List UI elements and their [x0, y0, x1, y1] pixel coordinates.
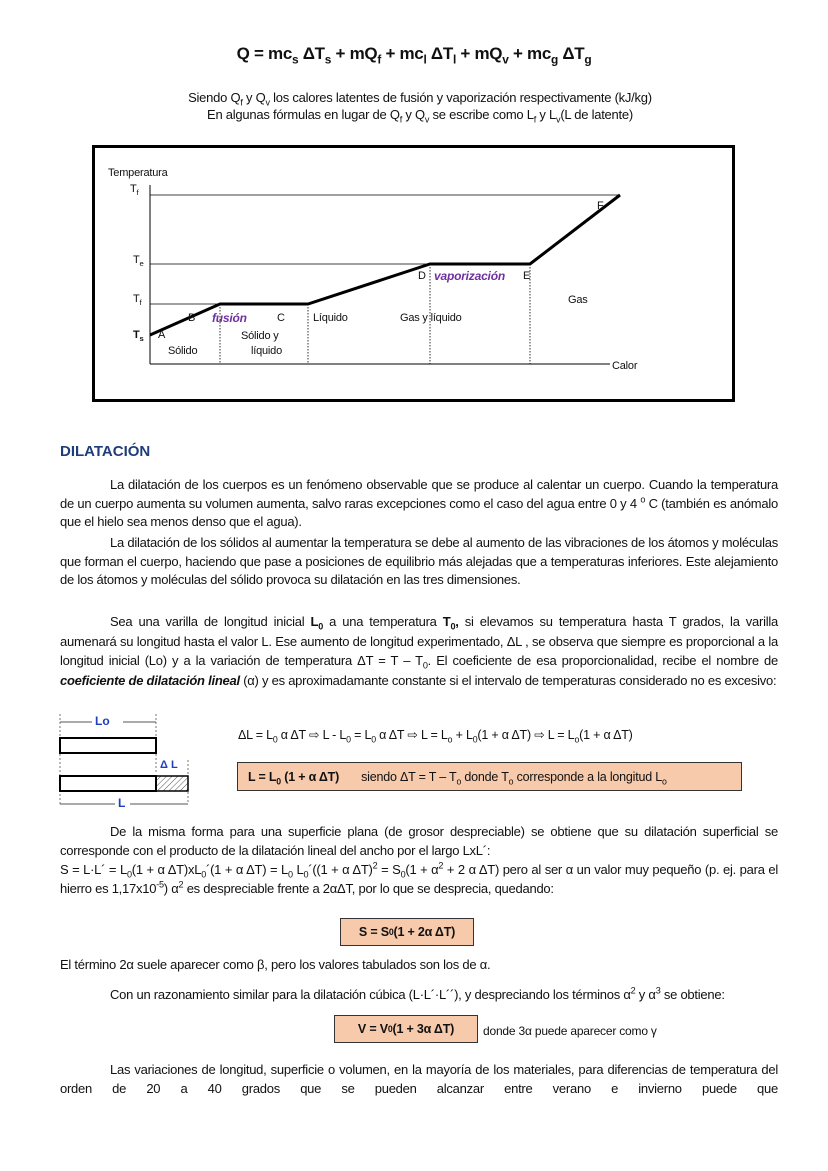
text-segment: v [556, 114, 561, 125]
text-segment: s [139, 334, 144, 344]
text-segment: T [130, 183, 137, 195]
text-segment: 0 [371, 734, 376, 745]
expansion-segment [156, 776, 188, 791]
text-segment: si elevamos su temperatura hasta T grados, la varilla aumenará su longitud hasta el valor L. Ese aumento de longitud experimentado, ΔL , se observa que siempre es proporcional a la longitud inicial (Lo) y a la variación de temperatura ΔT = T – T [60, 614, 778, 668]
text-segment: ΔT [562, 44, 585, 63]
text-segment: (L de latente) [560, 107, 633, 122]
text-segment: T [442, 614, 451, 629]
text-segment: o [662, 776, 667, 786]
text-segment: y Q [245, 90, 266, 105]
text-segment: y α [635, 987, 656, 1002]
text-segment: T [133, 254, 140, 266]
text-segment: v [502, 52, 509, 67]
liquid-label: Líquido [313, 312, 348, 324]
text-segment: = S [377, 862, 401, 877]
text-segment: α ΔT ⇨ L = L [379, 728, 448, 742]
text-segment: f [533, 114, 537, 125]
text-segment: + 2 α ΔT) pero al ser α un valor muy pequeño (p. ej. para el hierro es 1,17x10 [60, 862, 778, 896]
text-segment: s [324, 52, 332, 67]
text-segment: L [296, 862, 304, 877]
text-segment: + mc [385, 44, 424, 63]
text-segment: (1 + α [405, 862, 439, 877]
text-segment: donde T [461, 769, 509, 784]
text-segment: o [640, 494, 646, 505]
rod-lo-label: Lo [95, 714, 110, 728]
text-segment: f [139, 298, 142, 308]
rod-dl-label: Δ L [160, 759, 178, 771]
volume-formula-box: V = V 0 (1 + 3α ΔT) [334, 1015, 478, 1043]
text-segment: 0 [422, 660, 428, 671]
text-segment: Con un razonamiento similar para la dilatación cúbica (L·L´·L´´), y despreciando los términos α [110, 987, 631, 1002]
text-segment: (α) y es aproximadamante constante si el intervalo de temperaturas considerado no es excesivo: [239, 672, 777, 688]
text-segment: (1 + α ΔT)xL [131, 862, 202, 877]
text-segment: V = V [357, 1022, 388, 1036]
text-segment: De la misma forma para una superficie plana (de grosor despreciable) se obtiene que su dilatación superficial se corresponde con el producto de la dilatación lineal del ancho por el largo LxL´: [60, 824, 778, 858]
point-b: B [188, 312, 196, 324]
text-segment: 0 [346, 734, 351, 745]
initial-rod [60, 738, 156, 753]
text-segment: 0 [400, 869, 406, 880]
paragraph-4 [60, 823, 778, 860]
text-segment: 2 [630, 985, 636, 996]
surface-formula-box: S = S 0 (1 + 2α ΔT) [340, 918, 474, 946]
text-segment: f [240, 97, 243, 108]
text-segment: y L [539, 107, 557, 122]
text-segment: ´(1 + α ΔT) = L [206, 862, 288, 877]
vaporization-label: vaporización [434, 269, 505, 283]
text-segment: -5 [156, 879, 164, 890]
tick-ts [133, 329, 144, 344]
text-segment: + mQ [460, 44, 503, 63]
text-segment: o [456, 776, 462, 786]
text-segment: 0 [126, 869, 132, 880]
text-segment: α ΔT ⇨ L - L [280, 728, 347, 742]
text-segment: T [133, 329, 140, 341]
y-axis-label: Temperatura [108, 167, 168, 179]
text-segment: 0 [201, 869, 206, 880]
text-segment: L [310, 614, 319, 629]
text-segment: 2 [372, 860, 378, 871]
text-segment: (1 + α ΔT) [579, 728, 633, 742]
gas-label: Gas [568, 294, 588, 306]
text-segment: 2 [438, 860, 444, 871]
heating-curve-svg [0, 0, 828, 420]
solid-liquid-label: Sólido y [241, 330, 279, 342]
text-segment: f [377, 52, 381, 67]
text-segment: se obtiene: [660, 987, 725, 1002]
text-segment: Sea una varilla de longitud inicial [110, 614, 311, 629]
text-segment: y Q [405, 107, 425, 122]
linear-formula [248, 770, 339, 784]
text-segment: + mc [512, 44, 551, 63]
solid-liquid-label-2: líquido [251, 345, 283, 357]
text-segment: ΔL = L [238, 728, 273, 742]
text-segment: coeficiente de dilatación lineal [60, 672, 240, 688]
text-segment: s [291, 52, 299, 67]
text-segment: (1 + α ΔT) ⇨ L = L [477, 728, 575, 742]
text-segment: o [447, 734, 453, 745]
paragraph-7 [60, 1061, 778, 1098]
point-d: D [418, 270, 426, 282]
tick-t-top [130, 183, 139, 198]
text-segment: 0 [450, 621, 456, 632]
text-segment: 0 [472, 734, 478, 745]
text-segment: S = L·L´ = L [60, 862, 127, 877]
text-segment: La dilatación de los sólidos al aumentar la temperatura se debe al aumento de las vibraciones de los átomos y moléculas que forman el cuerpo, haciendo que pase a posiciones de equilibrio más alejadas que a temperaturas inferiores. Este alejamiento de los átomos y moléculas del sólido provoca su dilatación en las tres dimensiones. [60, 535, 778, 587]
text-segment: (1 + 3α ΔT) [392, 1022, 455, 1036]
text-segment: siendo ΔT = T – T [361, 769, 457, 784]
text-segment: (1 + α ΔT) [280, 769, 340, 784]
point-c: C [277, 312, 285, 324]
point-f: F [597, 200, 604, 212]
text-segment: C (también es anómalo que el hielo sea menos denso que el agua). [60, 495, 778, 529]
section-heading: DILATACIÓN [60, 443, 151, 460]
text-segment: (1 + 2α ΔT) [393, 925, 456, 939]
text-segment: 2 [178, 879, 184, 890]
tick-te [133, 254, 144, 269]
gas-liquid-label: Gas y líquido [400, 312, 462, 324]
text-segment: El término 2α suele aparecer como β, pero los valores tabulados son los de α. [60, 957, 491, 972]
text-segment: 0 [276, 776, 281, 786]
rod-l-label: L [118, 796, 126, 810]
text-segment: es despreciable frente a 2αΔT, por lo que se desprecia, quedando: [183, 881, 554, 896]
text-segment: f [136, 188, 139, 198]
linear-formula-box [237, 762, 742, 791]
text-segment: , [455, 614, 459, 629]
text-segment: los calores latentes de fusión y vaporización respectivamente (kJ/kg) [269, 90, 652, 105]
text-segment: ΔT [430, 44, 453, 63]
text-segment: ) α [163, 881, 179, 896]
paragraph-6 [60, 986, 778, 1005]
linear-derivation [238, 727, 633, 745]
text-segment: o [508, 776, 514, 786]
point-a: A [158, 329, 166, 341]
text-segment: 0 [303, 869, 309, 880]
text-segment: e [139, 259, 144, 269]
text-segment: = L [350, 728, 372, 742]
text-segment: L = L [248, 769, 277, 784]
surface-derivation [60, 860, 778, 898]
paragraph-1 [60, 476, 778, 532]
text-segment: 3 [655, 985, 661, 996]
text-segment: o [574, 734, 580, 745]
text-segment: f [399, 114, 402, 125]
text-segment: l [452, 52, 456, 67]
expanded-rod [60, 776, 156, 791]
text-segment: + mQ [335, 44, 378, 63]
linear-formula-note [361, 770, 667, 784]
text-segment: T [133, 293, 140, 305]
solid-label: Sólido [168, 345, 198, 357]
x-axis-label: Calor [612, 360, 638, 372]
text-segment: l [423, 52, 427, 67]
text-segment: 0 [272, 734, 278, 745]
text-segment: Q = mc [236, 44, 292, 63]
fusion-label: fusión [212, 311, 247, 325]
text-segment: 0 [287, 869, 293, 880]
text-segment: En algunas fórmulas en lugar de Q [207, 107, 400, 122]
text-segment: ΔT [302, 44, 325, 63]
paragraph-2 [60, 534, 778, 590]
volume-formula-note: donde 3α puede aparecer como γ [483, 1024, 657, 1038]
text-segment: a una temperatura [323, 614, 443, 629]
text-segment: Siendo Q [188, 90, 241, 105]
text-segment: v [424, 114, 430, 125]
text-segment: corresponde a la longitud L [516, 769, 663, 784]
paragraph-5 [60, 956, 778, 975]
point-e: E [523, 270, 531, 282]
tick-tf [133, 293, 142, 308]
text-segment: S = S [358, 925, 389, 939]
text-segment: ´((1 + α ΔT) [308, 862, 373, 877]
text-segment: se escribe como L [432, 107, 534, 122]
paragraph-3 [60, 612, 778, 690]
text-segment: La dilatación de los cuerpos es un fenómeno observable que se produce al calentar un cuerpo. Cuando la temperatura de un cuerpo aumenta su volumen aumenta, salvo raras excepciones como el caso del agua entre 0 y 4 [60, 477, 778, 511]
text-segment: v [265, 97, 270, 108]
text-segment: . El coeficiente de esa proporcionalidad, recibe el nombre de [427, 653, 779, 668]
text-segment: g [584, 52, 592, 67]
text-segment: Las variaciones de longitud, superficie o volumen, en la mayoría de los materiales, para diferencias de temperatura del orden de 20 a 40 grados que se pueden alcanzar entre verano e invierno puede que [60, 1062, 778, 1096]
text-segment: 0 [318, 621, 324, 632]
text-segment: g [550, 52, 558, 67]
text-segment: + L [455, 728, 473, 742]
